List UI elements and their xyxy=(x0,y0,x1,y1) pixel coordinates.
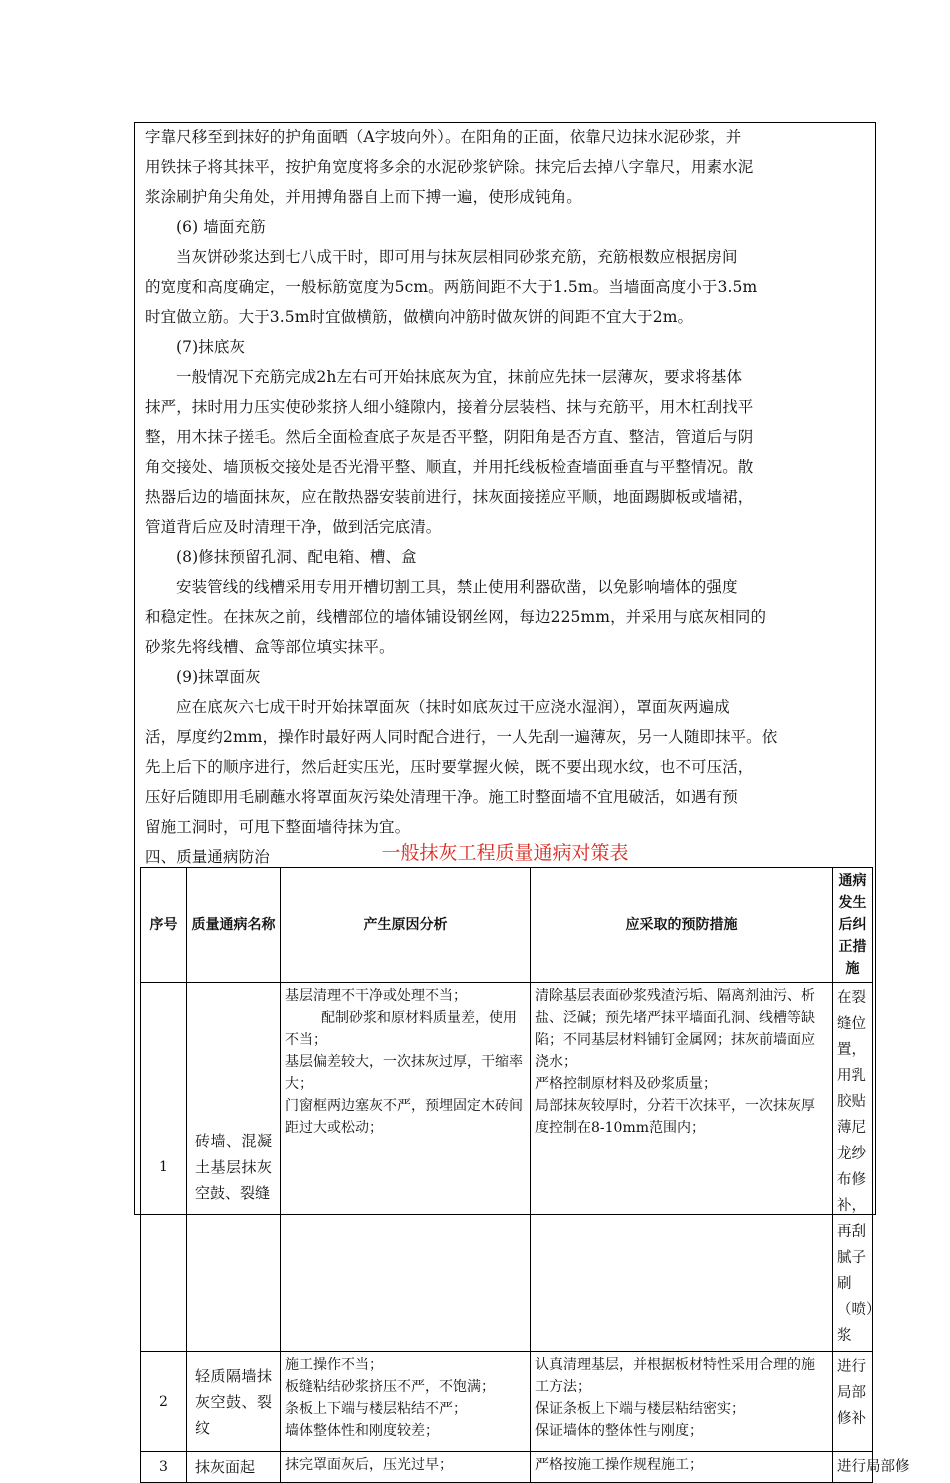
prevent-item: 局部抹灰较厚时，分若干次抹平，一次抹灰厚度控制在8-10mm范围内； xyxy=(535,1098,815,1136)
table-row xyxy=(141,1352,873,1452)
paragraph-line: 留施工洞时，可甩下整面墙待抹为宜。 xyxy=(145,818,411,836)
prevent-item: 清除基层表面砂浆残渣污垢、隔离剂油污、析盐、泛碱；预先堵严抹平墙面孔洞、线槽等缺陷；不同基层材料铺钉金属网；抹灰前墙面应浇水； xyxy=(535,988,815,1070)
paragraph-line: 砂浆先将线槽、盒等部位填实抹平。 xyxy=(145,638,395,656)
cell-prevents xyxy=(531,1452,833,1483)
section-heading: (8)修抹预留孔洞、配电箱、槽、盒 xyxy=(176,548,417,566)
prevent-item: 保证墙体的整体性与刚度； xyxy=(535,1423,703,1439)
paragraph-line: 时宜做立筋。大于3.5m时宜做横筋，做横向冲筋时做灰饼的间距不宜大于2m。 xyxy=(145,308,694,326)
paragraph-line: 的宽度和高度确定，一般标筋宽度为5cm。两筋间距不大于1.5m。当墙面高度小于3.5m xyxy=(145,278,758,296)
table-header-row xyxy=(141,868,873,983)
header-fix: 通病发生后纠正措施 xyxy=(833,868,873,983)
paragraph-line: 先上后下的顺序进行，然后赶实压光，压时要掌握火候，既不要出现水纹，也不可压活， xyxy=(145,758,754,776)
prevent-item: 保证条板上下端与楼层粘结密实； xyxy=(535,1401,745,1417)
cause-item: 门窗框两边塞灰不严，预埋固定木砖间距过大或松动； xyxy=(285,1098,523,1136)
cell-name: 轻质隔墙抹灰空鼓、裂纹 xyxy=(187,1352,281,1452)
cause-item: 施工操作不当； xyxy=(285,1357,383,1373)
cell-prevents xyxy=(531,983,833,1352)
prevent-item: 严格控制原材料及砂浆质量； xyxy=(535,1076,717,1092)
paragraph-line: 热器后边的墙面抹灰，应在散热器安装前进行，抹灰面接搓应平顺，地面踢脚板或墙裙， xyxy=(145,488,754,506)
table-row xyxy=(141,983,873,1352)
paragraph-line: 应在底灰六七成干时开始抹罩面灰（抹时如底灰过干应浇水湿润），罩面灰两遍成 xyxy=(176,698,730,716)
table-title: 一般抹灰工程质量通病对策表 xyxy=(381,842,629,864)
cause-item: 抹完罩面灰后，压光过早； xyxy=(285,1457,453,1473)
section-heading: (9)抹罩面灰 xyxy=(176,668,261,686)
cell-fix: 进行局部修 xyxy=(833,1452,873,1483)
body-text xyxy=(145,122,871,872)
header-cause: 产生原因分析 xyxy=(281,868,531,983)
prevent-item: 严格按施工操作规程施工； xyxy=(535,1457,703,1473)
cause-item: 条板上下端与楼层粘结不严； xyxy=(285,1401,467,1417)
header-name: 质量通病名称 xyxy=(187,868,281,983)
cell-no: 3 xyxy=(141,1452,187,1483)
page-bottom-rule xyxy=(134,1214,876,1215)
paragraph-line: 整，用木抹子搓毛。然后全面检查底子灰是否平整，阴阳角是否方直、整洁，管道后与阴 xyxy=(145,428,754,446)
header-no: 序号 xyxy=(141,868,187,983)
section-heading: (6) 墙面充筋 xyxy=(176,218,266,236)
paragraph-line: 字靠尺移至到抹好的护角面晒（A字坡向外）。在阳角的正面，依靠尺边抹水泥砂浆，并 xyxy=(145,128,742,146)
cell-fix: 进行局部修补 xyxy=(833,1352,873,1452)
cell-prevents xyxy=(531,1352,833,1452)
paragraph-line: 安装管线的线槽采用专用开槽切割工具，禁止使用利器砍凿，以免影响墙体的强度 xyxy=(176,578,738,596)
paragraph-line: 角交接处、墙顶板交接处是否光滑平整、顺直，并用托线板检查墙面垂直与平整情况。散 xyxy=(145,458,754,476)
cell-name: 砖墙、混凝土基层抹灰空鼓、裂缝 xyxy=(187,983,281,1352)
chapter-heading: 四、质量通病防治 xyxy=(145,848,270,866)
paragraph-line: 活，厚度约2mm，操作时最好两人同时配合进行，一人先刮一遍薄灰，另一人随即抹平。依 xyxy=(145,728,778,746)
quality-defects-table xyxy=(140,867,910,1483)
header-prevent: 应采取的预防措施 xyxy=(531,868,833,983)
cause-item: 基层清理不干净或处理不当； xyxy=(285,988,467,1004)
paragraph-line: 当灰饼砂浆达到七八成干时，即可用与抹灰层相同砂浆充筋，充筋根数应根据房间 xyxy=(176,248,738,266)
table-row xyxy=(141,1452,873,1483)
prevent-item: 认真清理基层，并根据板材特性采用合理的施工方法； xyxy=(535,1357,815,1395)
section-heading: (7)抹底灰 xyxy=(176,338,246,356)
cell-no: 2 xyxy=(141,1352,187,1452)
paragraph-line: 浆涂刷护角尖角处，并用搏角器自上而下搏一遍，使形成钝角。 xyxy=(145,188,582,206)
cell-causes xyxy=(281,1352,531,1452)
cause-item: 配制砂浆和原材料质量差，使用不当； xyxy=(285,1010,517,1048)
cell-causes xyxy=(281,1452,531,1483)
cause-item: 墙体整体性和刚度较差； xyxy=(285,1423,439,1439)
cause-item: 基层偏差较大，一次抹灰过厚，干缩率大； xyxy=(285,1054,523,1092)
paragraph-line: 用铁抹子将其抹平，按护角宽度将多余的水泥砂浆铲除。抹完后去掉八字靠尺，用素水泥 xyxy=(145,158,754,176)
cell-no: 1 xyxy=(141,983,187,1352)
paragraph-line: 管道背后应及时清理干净，做到活完底清。 xyxy=(145,518,442,536)
cell-fix: 在裂缝位置，用乳胶贴薄尼龙纱布修补，再刮腻子刷（喷）浆 xyxy=(833,983,873,1352)
paragraph-line: 压好后随即用毛刷蘸水将罩面灰污染处清理干净。施工时整面墙不宜甩破活，如遇有预 xyxy=(145,788,738,806)
cause-item: 板缝粘结砂浆挤压不严，不饱满； xyxy=(285,1379,495,1395)
paragraph-line: 抹严，抹时用力压实使砂浆挤人细小缝隙内，接着分层装档、抹与充筋平，用木杠刮找平 xyxy=(145,398,754,416)
cell-causes xyxy=(281,983,531,1352)
paragraph-line: 一般情况下充筋完成2h左右可开始抹底灰为宜，抹前应先抹一层薄灰，要求将基体 xyxy=(176,368,743,386)
paragraph-line: 和稳定性。在抹灰之前，线槽部位的墙体铺设钢丝网，每边225mm，并采用与底灰相同的 xyxy=(145,608,767,626)
cell-name: 抹灰面起 xyxy=(187,1452,281,1483)
